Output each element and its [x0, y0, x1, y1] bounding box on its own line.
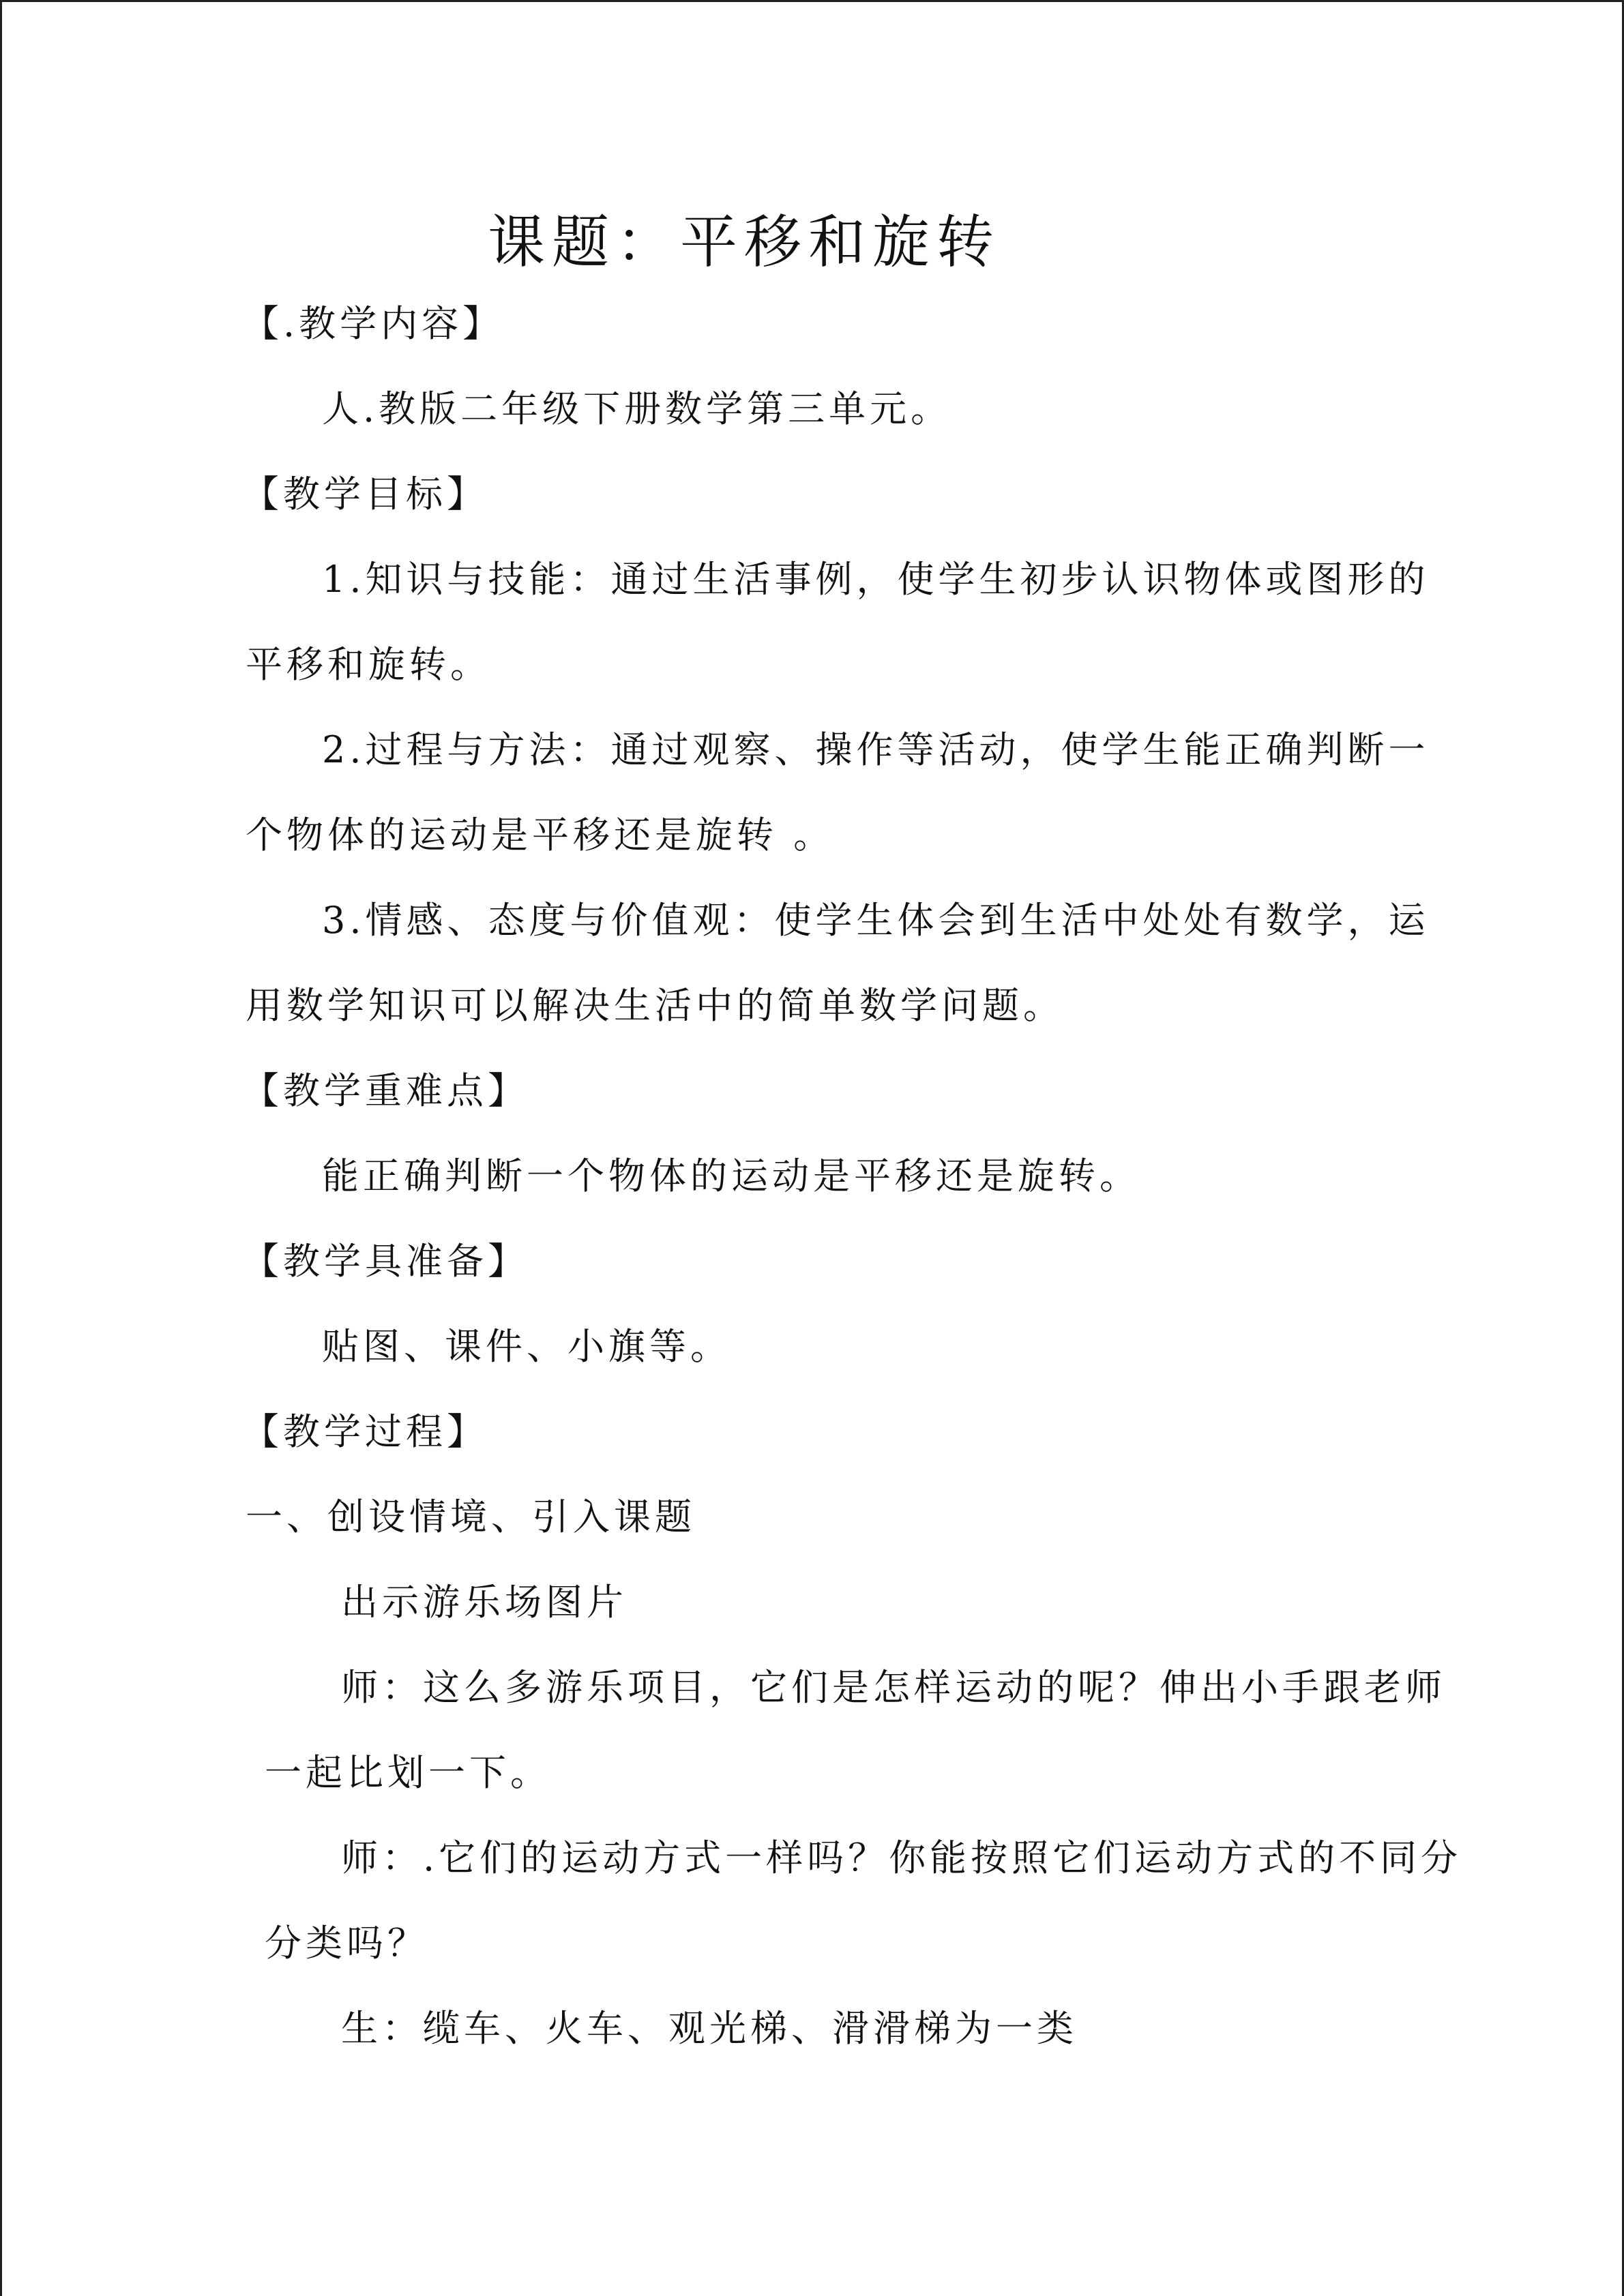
paragraph-line: 分类吗？	[265, 1922, 428, 1965]
paragraph-line: 2.过程与方法：通过观察、操作等活动，使学生能正确判断一	[322, 728, 1430, 771]
paragraph-line: 用数学知识可以解决生活中的简单数学问题。	[246, 984, 1064, 1027]
paragraph-line: 1.知识与技能：通过生活事例，使学生初步认识物体或图形的	[322, 558, 1430, 601]
paragraph-line: 出示游乐场图片	[341, 1581, 628, 1624]
section-heading-content: 【.教学内容】	[242, 302, 504, 345]
paragraph-line: 能正确判断一个物体的运动是平移还是旋转。	[322, 1154, 1140, 1197]
paragraph-line: 个物体的运动是平移还是旋转 。	[246, 814, 835, 856]
paragraph-line: 生：缆车、火车、观光梯、滑滑梯为一类	[341, 2007, 1078, 2050]
paragraph-line: 平移和旋转。	[246, 643, 491, 686]
section-heading-materials: 【教学具准备】	[242, 1240, 529, 1283]
paragraph-line: 一、创设情境、引入课题	[246, 1495, 696, 1538]
section-heading-key-points: 【教学重难点】	[242, 1069, 529, 1112]
paragraph-line: 师：这么多游乐项目，它们是怎样运动的呢？伸出小手跟老师	[341, 1666, 1446, 1709]
paragraph-line: 人.教版二年级下册数学第三单元。	[322, 387, 952, 430]
section-heading-process: 【教学过程】	[242, 1410, 488, 1453]
paragraph-line: 一起比划一下。	[265, 1751, 551, 1794]
page-border-top	[0, 0, 1624, 2]
paragraph-line: 师：.它们的运动方式一样吗？你能按照它们运动方式的不同分	[341, 1836, 1462, 1879]
section-heading-objectives: 【教学目标】	[242, 473, 488, 516]
paragraph-line: 3.情感、态度与价值观：使学生体会到生活中处处有数学，运	[322, 899, 1430, 942]
page-title: 课题：平移和旋转	[488, 209, 1001, 275]
page-border-left	[0, 0, 2, 2296]
paragraph-line: 贴图、课件、小旗等。	[322, 1325, 731, 1368]
